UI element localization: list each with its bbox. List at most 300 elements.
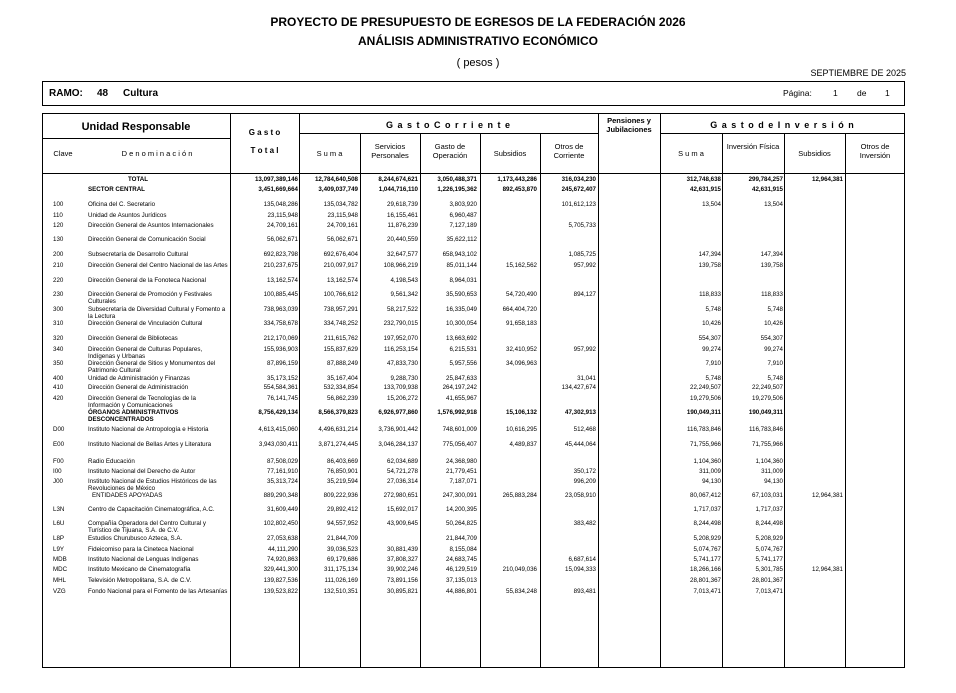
- cell-subs: 265,883,284: [502, 492, 537, 499]
- cell-suma: 35,219,594: [327, 478, 358, 485]
- table-row: [0, 236, 956, 246]
- table-row: [0, 251, 956, 261]
- cell-suma-inv: 7,910: [705, 360, 721, 367]
- cell-total: 56,062,671: [267, 236, 298, 243]
- cell-subs-inv: 12,964,381: [812, 492, 843, 499]
- report-subtitle: ANÁLISIS ADMINISTRATIVO ECONÓMICO: [358, 34, 598, 48]
- cell-fis: 554,307: [760, 335, 783, 342]
- cell-oper: 50,264,825: [446, 520, 477, 527]
- cell-total: 23,115,948: [267, 212, 298, 219]
- cell-oper: 1,226,195,362: [437, 186, 477, 193]
- cell-fis: 5,208,929: [755, 535, 783, 542]
- cell-oper: 748,601,009: [442, 426, 477, 433]
- cell-suma: 39,036,523: [327, 546, 358, 553]
- row-clave: 350: [53, 360, 64, 367]
- inversion-header: G a s t o d e I n v e r s i ó n: [710, 120, 855, 130]
- cell-suma-inv: 22,249,507: [690, 384, 721, 391]
- cell-serv: 1,044,716,110: [378, 186, 418, 193]
- cell-serv: 3,046,284,137: [378, 441, 418, 448]
- table-row: [0, 546, 956, 556]
- cell-otros: 512,468: [573, 426, 596, 433]
- row-name: Instituto Nacional del Derecho de Autor: [88, 468, 196, 475]
- subsidios-inv-header: Subsidios: [798, 149, 831, 158]
- suma-inv-header: S u m a: [678, 149, 704, 158]
- cell-suma-inv: 1,104,360: [693, 458, 721, 465]
- cell-otros: 15,094,333: [565, 566, 596, 573]
- row-name: Dirección General de Promoción y Festivales Culturales: [88, 291, 212, 305]
- cell-total: 35,313,724: [267, 478, 298, 485]
- row-clave: 420: [53, 395, 64, 402]
- cell-total: 87,508,029: [267, 458, 298, 465]
- row-name: Unidad de Asuntos Jurídicos: [88, 212, 167, 219]
- operacion-header: Gasto de Operación: [432, 142, 468, 160]
- cell-fis: 1,717,037: [755, 506, 783, 513]
- cell-suma: 23,115,948: [327, 212, 358, 219]
- cell-serv: 272,980,651: [383, 492, 418, 499]
- table-row: [0, 212, 956, 222]
- cell-suma: 3,871,274,445: [318, 441, 358, 448]
- cell-otros: 957,992: [573, 346, 596, 353]
- cell-suma-inv: 116,783,846: [687, 426, 721, 433]
- table-row: [0, 291, 956, 305]
- table-row: [0, 395, 956, 409]
- cell-suma: 100,766,612: [323, 291, 358, 298]
- cell-serv: 32,647,577: [387, 251, 418, 258]
- table-row: [0, 176, 956, 186]
- cell-suma-inv: 1,717,037: [693, 506, 721, 513]
- cell-otros: 316,034,230: [561, 176, 596, 183]
- cell-serv: 58,217,522: [387, 306, 418, 313]
- cell-fis: 7,013,471: [755, 588, 783, 595]
- clave-header: Clave: [53, 149, 73, 158]
- cell-oper: 8,155,084: [449, 546, 477, 553]
- cell-suma-inv: 311,009: [699, 468, 721, 475]
- cell-oper: 6,215,531: [449, 346, 477, 353]
- row-name: Fondo Nacional para el Fomento de las Artesanías: [88, 588, 228, 595]
- cell-total: 3,451,669,664: [258, 186, 298, 193]
- cell-total: 102,802,450: [263, 520, 298, 527]
- cell-suma: 76,850,901: [327, 468, 358, 475]
- cell-oper: 10,300,054: [446, 320, 477, 327]
- table-row: [0, 201, 956, 211]
- row-clave: 340: [53, 346, 64, 353]
- row-name: Instituto Nacional de Antropología e Historia: [88, 426, 209, 433]
- cell-total: 13,162,574: [267, 277, 298, 284]
- cell-total: 8,756,429,134: [258, 409, 298, 416]
- cell-oper: 1,576,992,918: [437, 409, 477, 416]
- report-title: PROYECTO DE PRESUPUESTO DE EGRESOS DE LA FEDERACIÓN 2026: [270, 15, 686, 29]
- table-row: [0, 262, 956, 272]
- total-pages: 1: [885, 88, 890, 98]
- row-name: Dirección General del Centro Nacional de las Artes: [88, 262, 228, 269]
- table-row: [0, 320, 956, 330]
- cell-subs: 91,658,183: [506, 320, 537, 327]
- cell-oper: 7,187,071: [449, 478, 477, 485]
- cell-suma-inv: 13,504: [702, 201, 721, 208]
- cell-oper: 21,779,451: [446, 468, 477, 475]
- page-label: Página:: [783, 88, 812, 98]
- cell-fis: 42,631,915: [752, 186, 783, 193]
- cell-suma-inv: 71,755,966: [690, 441, 721, 448]
- cell-total: 554,584,361: [263, 384, 298, 391]
- cell-serv: 30,895,821: [387, 588, 418, 595]
- row-name: Unidad de Administración y Finanzas: [88, 375, 190, 382]
- cell-oper: 775,056,407: [442, 441, 477, 448]
- cell-otros: 31,041: [577, 375, 596, 382]
- row-clave: 130: [53, 236, 64, 243]
- cell-suma-inv: 80,067,412: [690, 492, 721, 499]
- cell-otros: 134,427,674: [561, 384, 596, 391]
- page-number: 1: [833, 88, 838, 98]
- cell-serv: 37,808,327: [387, 556, 418, 563]
- cell-suma-inv: 190,049,311: [686, 409, 721, 416]
- row-name: Radio Educación: [88, 458, 135, 465]
- cell-suma: 532,334,854: [323, 384, 358, 391]
- row-name: SECTOR CENTRAL: [88, 186, 145, 193]
- servicios-header: Servicios Personales: [371, 142, 409, 160]
- cell-oper: 21,844,709: [446, 535, 477, 542]
- table-row: [0, 468, 956, 478]
- row-clave: 200: [53, 251, 64, 258]
- cell-oper: 35,590,653: [446, 291, 477, 298]
- cell-oper: 3,803,920: [449, 201, 477, 208]
- cell-suma-inv: 19,279,506: [690, 395, 721, 402]
- cell-fis: 139,758: [760, 262, 783, 269]
- cell-suma: 132,510,351: [323, 588, 358, 595]
- row-clave: J00: [53, 478, 63, 485]
- cell-suma: 311,175,134: [324, 566, 358, 573]
- cell-fis: 311,009: [761, 468, 783, 475]
- row-clave: D00: [53, 426, 65, 433]
- cell-fis: 116,783,846: [749, 426, 783, 433]
- table-row: [0, 441, 956, 451]
- row-name: Dirección General de Comunicación Social: [88, 236, 206, 243]
- cell-oper: 7,127,189: [449, 222, 477, 229]
- cell-suma-inv: 5,748: [705, 306, 721, 313]
- cell-serv: 8,244,674,621: [378, 176, 418, 183]
- cell-fis: 67,103,031: [752, 492, 783, 499]
- cell-suma-inv: 554,307: [698, 335, 721, 342]
- cell-suma: 86,403,669: [327, 458, 358, 465]
- row-clave: MDC: [53, 566, 68, 573]
- table-row: [0, 335, 956, 345]
- cell-otros: 957,992: [573, 262, 596, 269]
- row-name: TOTAL: [127, 176, 149, 183]
- cell-otros: 47,302,913: [565, 409, 596, 416]
- cell-otros: 5,705,733: [568, 222, 596, 229]
- row-name: Instituto Nacional de Lenguas Indígenas: [88, 556, 199, 563]
- table-row: [0, 384, 956, 394]
- cell-suma: 111,026,169: [324, 577, 358, 584]
- cell-oper: 85,011,144: [446, 262, 477, 269]
- cell-suma: 29,892,412: [327, 506, 358, 513]
- cell-serv: 16,155,461: [387, 212, 418, 219]
- row-clave: 410: [53, 384, 64, 391]
- cell-oper: 35,622,112: [446, 236, 477, 243]
- cell-total: 738,963,039: [263, 306, 298, 313]
- cell-fis: 5,741,177: [755, 556, 783, 563]
- cell-oper: 14,200,395: [446, 506, 477, 513]
- cell-suma-inv: 312,748,638: [686, 176, 721, 183]
- cell-oper: 247,300,091: [442, 492, 477, 499]
- cell-oper: 264,197,242: [442, 384, 477, 391]
- cell-suma: 56,062,671: [327, 236, 358, 243]
- cell-total: 212,170,069: [263, 335, 298, 342]
- cell-total: 155,936,903: [263, 346, 298, 353]
- row-clave: L6U: [53, 520, 65, 527]
- cell-total: 334,758,678: [263, 320, 298, 327]
- table-row: [0, 520, 956, 534]
- cell-suma: 35,167,404: [327, 375, 358, 382]
- cell-suma: 12,784,640,508: [314, 176, 358, 183]
- cell-total: 74,920,863: [267, 556, 298, 563]
- cell-suma-inv: 18,266,166: [690, 566, 721, 573]
- row-clave: VZG: [53, 588, 66, 595]
- cell-otros: 1,085,725: [568, 251, 596, 258]
- cell-suma: 56,862,239: [327, 395, 358, 402]
- cell-otros: 101,612,123: [561, 201, 596, 208]
- row-name: Subsecretaría de Desarrollo Cultural: [88, 251, 189, 258]
- cell-subs: 210,049,036: [502, 566, 537, 573]
- table-row: [0, 577, 956, 587]
- ramo-label: RAMO:: [49, 88, 83, 99]
- cell-subs: 892,453,870: [502, 186, 537, 193]
- row-name: Instituto Nacional de Bellas Artes y Literatura: [88, 441, 212, 448]
- cell-subs: 664,404,720: [502, 306, 537, 313]
- cell-oper: 658,943,102: [442, 251, 477, 258]
- row-name: Dirección General de Bibliotecas: [88, 335, 178, 342]
- cell-suma-inv: 5,074,767: [693, 546, 721, 553]
- row-clave: 300: [53, 306, 64, 313]
- cell-otros: 245,672,407: [561, 186, 596, 193]
- ramo-number: 48: [97, 88, 109, 99]
- table-row: [0, 346, 956, 360]
- cell-total: 3,943,030,411: [258, 441, 298, 448]
- row-name: Fideicomiso para la Cineteca Nacional: [88, 546, 194, 553]
- cell-suma: 8,566,379,823: [318, 409, 358, 416]
- cell-subs: 34,096,963: [506, 360, 537, 367]
- cell-total: 87,896,159: [267, 360, 298, 367]
- cell-suma: 94,557,952: [327, 520, 358, 527]
- cell-subs: 15,162,562: [506, 262, 537, 269]
- cell-total: 139,827,536: [263, 577, 298, 584]
- cell-oper: 44,886,801: [446, 588, 477, 595]
- row-clave: 210: [53, 262, 64, 269]
- cell-oper: 8,964,031: [449, 277, 477, 284]
- of-label: de: [857, 88, 867, 98]
- cell-total: 889,290,348: [263, 492, 298, 499]
- table-row: [0, 566, 956, 576]
- cell-otros: 893,481: [573, 588, 596, 595]
- otros-inv-header: Otros de Inversión: [859, 142, 891, 160]
- row-clave: 110: [53, 212, 63, 219]
- inv-fisica-header: Inversión Física: [726, 142, 780, 151]
- cell-serv: 232,790,015: [383, 320, 418, 327]
- gasto-header: G a s t o: [248, 128, 281, 137]
- table-row: [0, 277, 956, 287]
- cell-total: 135,048,286: [263, 201, 298, 208]
- cell-serv: 73,891,156: [387, 577, 418, 584]
- row-clave: 400: [53, 375, 64, 382]
- cell-suma: 155,837,629: [323, 346, 358, 353]
- cell-fis: 13,504: [764, 201, 783, 208]
- cell-total: 139,523,822: [263, 588, 298, 595]
- otros-corriente-header: Otros de Corriente: [553, 142, 585, 160]
- cell-otros: 996,209: [573, 478, 596, 485]
- cell-oper: 24,368,980: [446, 458, 477, 465]
- cell-suma-inv: 42,631,915: [690, 186, 721, 193]
- cell-serv: 9,288,730: [390, 375, 418, 382]
- cell-suma: 24,709,161: [327, 222, 358, 229]
- ramo-name: Cultura: [123, 88, 158, 99]
- row-clave: I00: [53, 468, 62, 475]
- cell-suma-inv: 139,758: [698, 262, 721, 269]
- cell-suma: 87,888,249: [327, 360, 358, 367]
- subsidios-header: Subsidios: [493, 149, 527, 158]
- cell-subs: 15,106,132: [506, 409, 537, 416]
- row-name: ÓRGANOS ADMINISTRATIVOS DESCONCENTRADOS: [88, 409, 179, 423]
- cell-fis: 8,244,498: [755, 520, 783, 527]
- cell-oper: 16,335,049: [446, 306, 477, 313]
- cell-serv: 27,036,314: [387, 478, 418, 485]
- cell-serv: 29,618,739: [387, 201, 418, 208]
- table-row: [0, 458, 956, 468]
- cell-fis: 5,301,785: [755, 566, 783, 573]
- cell-fis: 94,130: [764, 478, 783, 485]
- table-row: [0, 556, 956, 566]
- row-name: Televisión Metropolitana, S.A. de C.V.: [88, 577, 192, 584]
- report-date: SEPTIEMBRE DE 2025: [810, 68, 906, 78]
- cell-suma-inv: 8,244,498: [693, 520, 721, 527]
- cell-serv: 62,034,689: [387, 458, 418, 465]
- row-clave: F00: [53, 458, 64, 465]
- cell-oper: 5,957,556: [449, 360, 477, 367]
- row-name: Dirección General de Tecnologías de la Información y Comunicaciones: [88, 395, 196, 409]
- cell-fis: 22,249,507: [752, 384, 783, 391]
- row-clave: MHL: [53, 577, 67, 584]
- cell-suma: 738,957,291: [323, 306, 358, 313]
- cell-otros: 6,687,614: [568, 556, 596, 563]
- cell-total: 27,053,638: [267, 535, 298, 542]
- cell-serv: 4,198,543: [390, 277, 418, 284]
- table-row: [0, 492, 956, 502]
- cell-otros: 383,482: [573, 520, 596, 527]
- cell-oper: 37,135,013: [446, 577, 477, 584]
- cell-subs-inv: 12,964,381: [812, 566, 843, 573]
- row-name: Dirección General de Sitios y Monumentos del Patrimonio Cultural: [88, 360, 216, 374]
- cell-subs: 54,720,490: [506, 291, 537, 298]
- cell-serv: 197,952,070: [383, 335, 418, 342]
- cell-total: 77,161,910: [267, 468, 298, 475]
- cell-subs-inv: 12,964,381: [812, 176, 843, 183]
- cell-suma-inv: 5,208,929: [693, 535, 721, 542]
- cell-fis: 99,274: [764, 346, 783, 353]
- row-name: Dirección General de Vinculación Cultural: [88, 320, 203, 327]
- cell-suma-inv: 28,801,367: [690, 577, 721, 584]
- row-clave: 320: [53, 335, 64, 342]
- cell-fis: 71,755,966: [752, 441, 783, 448]
- table-row: [0, 588, 956, 598]
- cell-fis: 5,748: [767, 306, 783, 313]
- row-clave: L3N: [53, 506, 65, 513]
- cell-total: 76,141,745: [267, 395, 298, 402]
- cell-suma: 809,222,936: [323, 492, 358, 499]
- cell-serv: 11,876,239: [387, 222, 418, 229]
- cell-otros: 23,058,910: [565, 492, 596, 499]
- cell-fis: 147,394: [760, 251, 783, 258]
- table-row: [0, 222, 956, 232]
- cell-suma-inv: 5,741,177: [693, 556, 721, 563]
- table-row: [0, 409, 956, 423]
- cell-subs: 55,834,248: [506, 588, 537, 595]
- cell-total: 100,885,445: [263, 291, 298, 298]
- table-row: [0, 535, 956, 545]
- row-clave: 100: [53, 201, 64, 208]
- cell-oper: 46,129,519: [446, 566, 477, 573]
- cell-subs: 4,489,837: [509, 441, 537, 448]
- cell-total: 13,097,389,146: [254, 176, 298, 183]
- row-name: Dirección General de la Fonoteca Nacional: [88, 277, 206, 284]
- units-label: ( pesos ): [456, 57, 500, 69]
- cell-total: 329,441,300: [263, 566, 298, 573]
- cell-total: 44,111,290: [267, 546, 298, 553]
- cell-serv: 54,721,278: [387, 468, 418, 475]
- row-name: Oficina del C. Secretario: [88, 201, 156, 208]
- cell-subs: 32,410,952: [506, 346, 537, 353]
- cell-oper: 24,683,745: [446, 556, 477, 563]
- table-row: [0, 426, 956, 436]
- cell-fis: 5,748: [767, 375, 783, 382]
- cell-serv: 20,440,559: [387, 236, 418, 243]
- cell-fis: 190,049,311: [748, 409, 783, 416]
- table-row: [0, 306, 956, 320]
- table-row: [0, 478, 956, 492]
- row-clave: MDB: [53, 556, 67, 563]
- cell-serv: 15,692,017: [387, 506, 418, 513]
- table-row: [0, 360, 956, 374]
- row-name: Estudios Churubusco Azteca, S.A.: [88, 535, 183, 542]
- row-name: Dirección General de Administración: [88, 384, 189, 391]
- cell-fis: 118,833: [761, 291, 783, 298]
- cell-oper: 13,663,692: [446, 335, 477, 342]
- cell-suma: 3,409,037,749: [318, 186, 358, 193]
- cell-suma-inv: 10,426: [702, 320, 721, 327]
- corriente-header: G a s t o C o r r i e n t e: [385, 120, 512, 130]
- cell-serv: 9,561,342: [390, 291, 418, 298]
- cell-suma-inv: 147,394: [698, 251, 721, 258]
- row-name: Dirección General de Asuntos Internacionales: [88, 222, 214, 229]
- row-name: Instituto Nacional de Estudios Históricos de las Revoluciones de México: [88, 478, 217, 492]
- cell-suma: 69,179,686: [327, 556, 358, 563]
- row-name: Dirección General de Culturas Populares, Indígenas y Urbanas: [88, 346, 203, 360]
- cell-suma: 21,844,709: [327, 535, 358, 542]
- row-clave: E00: [53, 441, 65, 448]
- cell-suma: 211,615,762: [324, 335, 358, 342]
- cell-serv: 3,736,901,442: [378, 426, 418, 433]
- cell-suma: 4,496,631,214: [318, 426, 358, 433]
- cell-suma-inv: 99,274: [702, 346, 721, 353]
- cell-subs: 10,616,295: [506, 426, 537, 433]
- row-name: ENTIDADES APOYADAS: [92, 492, 163, 499]
- cell-serv: 15,206,272: [387, 395, 418, 402]
- cell-total: 24,709,161: [267, 222, 298, 229]
- cell-suma-inv: 94,130: [702, 478, 721, 485]
- cell-otros: 894,127: [573, 291, 596, 298]
- suma-header: S u m a: [316, 149, 343, 158]
- cell-fis: 299,784,257: [748, 176, 783, 183]
- cell-total: 4,613,415,060: [258, 426, 298, 433]
- cell-oper: 3,050,488,371: [437, 176, 477, 183]
